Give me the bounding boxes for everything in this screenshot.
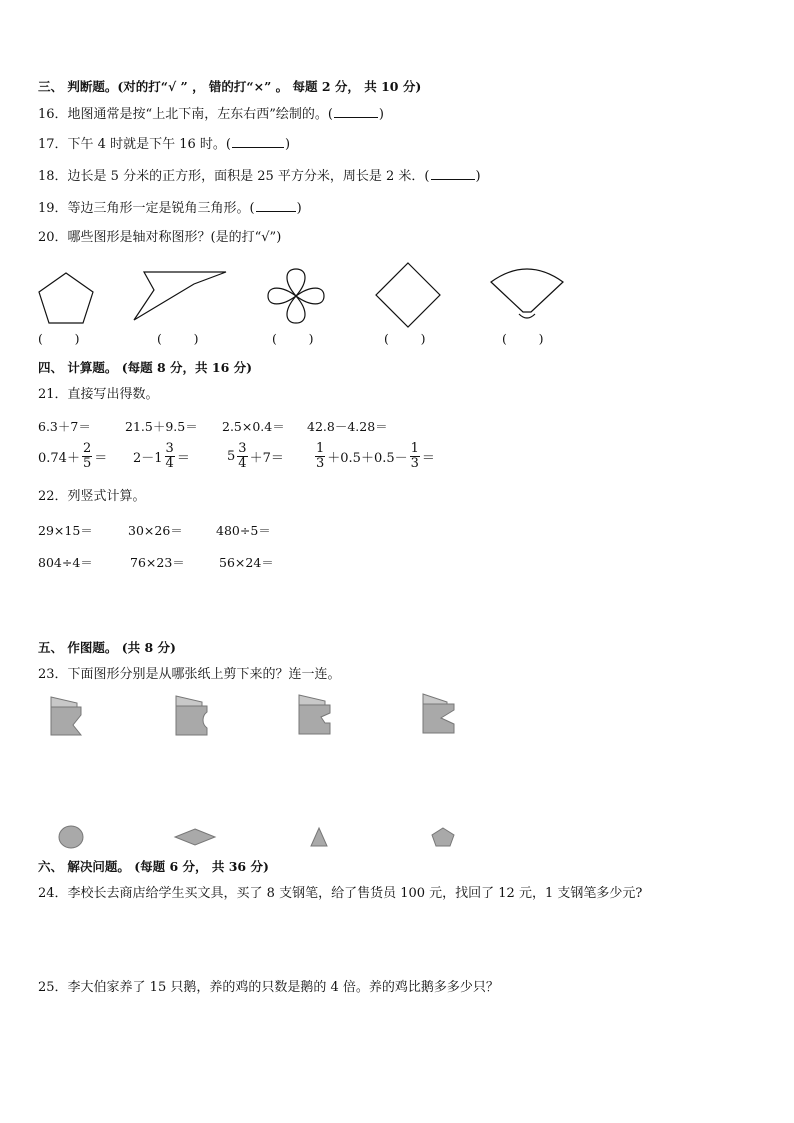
question-16-text: 16．地图通常是按“上北下南，左东右西”绘制的。(	[38, 107, 333, 122]
calc-1: 6.3＋7＝	[38, 419, 91, 434]
shape-answer-1[interactable]: ( )	[38, 331, 80, 346]
question-21: 21．直接写出得数。	[38, 387, 159, 402]
fraction: $\frac{1}{3}$	[410, 441, 419, 471]
question-18-text: 18．边长是 5 分米的正方形，面积是 25 平方分米，周长是 2 米．(	[38, 169, 430, 184]
vertical-calc-4: 804÷4＝	[38, 555, 93, 570]
question-18: 18．边长是 5 分米的正方形，面积是 25 平方分米，周长是 2 米．( )	[38, 169, 481, 184]
pentagon-icon	[36, 270, 96, 326]
calc-4: 42.8－4.28＝	[307, 419, 388, 434]
shape-answer-5[interactable]: ( )	[502, 331, 544, 346]
calc-2: 21.5＋9.5＝	[125, 419, 198, 434]
answer-blank-16[interactable]	[334, 106, 378, 118]
folded-paper-cut-4-icon[interactable]	[421, 692, 457, 736]
vertical-calc-5: 76×23＝	[130, 555, 185, 570]
four-leaf-flower-icon	[265, 267, 327, 325]
small-pentagon-icon[interactable]	[430, 826, 456, 848]
vertical-calc-1: 29×15＝	[38, 523, 93, 538]
circle-icon[interactable]	[57, 825, 85, 849]
fraction: $\frac{3}{4}$	[165, 441, 174, 471]
question-23: 23．下面图形分别是从哪张纸上剪下来的？连一连。	[38, 667, 341, 682]
fraction: $\frac{1}{3}$	[316, 441, 325, 471]
calc-7: 5 $\frac{3}{4}$ ＋7＝	[227, 441, 284, 471]
answer-blank-18[interactable]	[431, 168, 475, 180]
question-19: 19．等边三角形一定是锐角三角形。( )	[38, 201, 302, 216]
question-17-text: 17．下午 4 时就是下午 16 时。(	[38, 137, 231, 152]
question-17: 17．下午 4 时就是下午 16 时。( )	[38, 137, 291, 152]
section-6-title: 六、 解决问题。 (每题 6 分， 共 36 分)	[38, 859, 269, 874]
question-20: 20．哪些图形是轴对称图形？(是的打“√”)	[38, 230, 282, 245]
calc-8: $\frac{1}{3}$ ＋0.5＋0.5－ $\frac{1}{3}$ ＝	[316, 441, 435, 471]
shape-answer-4[interactable]: ( )	[384, 331, 426, 346]
vertical-calc-6: 56×24＝	[219, 555, 274, 570]
section-3-title: 三、 判断题。(对的打“√ ” ， 错的打“×” 。 每题 2 分， 共 10 分)	[38, 79, 422, 94]
question-22: 22．列竖式计算。	[38, 489, 146, 504]
folded-paper-cut-1-icon[interactable]	[49, 695, 83, 737]
answer-blank-17[interactable]	[232, 136, 284, 148]
calc-6: 2－1 $\frac{3}{4}$ ＝	[133, 441, 190, 471]
fraction: $\frac{3}{4}$	[238, 441, 247, 471]
vertical-calc-2: 30×26＝	[128, 523, 183, 538]
folded-paper-cut-2-icon[interactable]	[174, 694, 210, 738]
question-16: 16．地图通常是按“上北下南，左东右西”绘制的。( )	[38, 107, 384, 122]
section-4-title: 四、 计算题。 (每题 8 分，共 16 分)	[38, 360, 253, 375]
calc-3: 2.5×0.4＝	[222, 419, 285, 434]
small-triangle-icon[interactable]	[309, 826, 329, 848]
vertical-calc-3: 480÷5＝	[216, 523, 271, 538]
question-25: 25．李大伯家养了 15 只鹅，养的鸡的只数是鹅的 4 倍。养的鸡比鹅多多少只？	[38, 980, 499, 995]
section-5-title: 五、 作图题。 (共 8 分)	[38, 640, 176, 655]
calc-5: 0.74＋ $\frac{2}{5}$ ＝	[38, 441, 108, 471]
rhombus-icon[interactable]	[173, 827, 217, 847]
fraction: $\frac{2}{5}$	[82, 441, 92, 471]
shape-answer-2[interactable]: ( )	[157, 331, 199, 346]
diamond-icon	[375, 262, 441, 328]
triangle-icon	[132, 268, 228, 322]
question-19-text: 19．等边三角形一定是锐角三角形。(	[38, 201, 255, 216]
folded-paper-cut-3-icon[interactable]	[297, 693, 333, 737]
answer-blank-19[interactable]	[256, 200, 296, 212]
shape-answer-3[interactable]: ( )	[272, 331, 314, 346]
question-24: 24．李校长去商店给学生买文具，买了 8 支钢笔，给了售货员 100 元，找回了 12 元，1 支钢笔多少元?	[38, 886, 643, 901]
fan-icon	[489, 262, 565, 322]
